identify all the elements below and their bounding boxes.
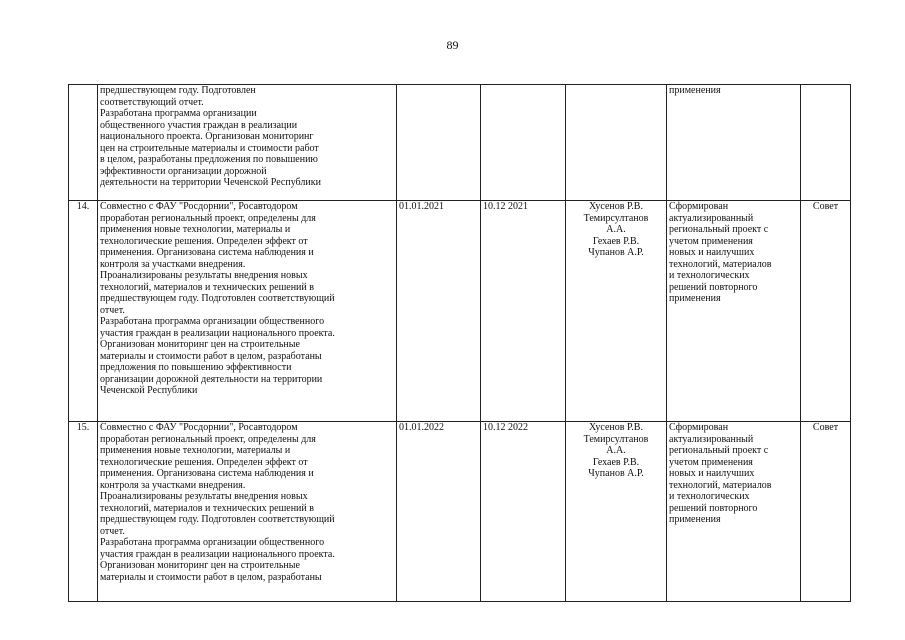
text-line: Проанализированы результаты внедрения новых [100, 270, 308, 281]
text-line: Разработана программа организации общественного [100, 316, 325, 327]
row-number [69, 85, 98, 201]
text-line: Проанализированы результаты внедрения новых [100, 491, 308, 502]
text-line: контроля за участками внедрения. [100, 258, 246, 270]
responsible-organ: Совет [801, 201, 851, 422]
expected-result [667, 201, 801, 422]
expected-result [667, 85, 801, 201]
text-line: актуализированный [669, 212, 754, 224]
text-line: учетом применения [669, 456, 753, 468]
responsible-organ: Совет [801, 422, 851, 602]
text-line: Чеченской Республики [100, 385, 198, 396]
text-line: Темирсултанов [583, 433, 649, 445]
text-line: предшествующем году. Подготовлен соответствующий [100, 293, 335, 304]
text-line: соответствующий отчет. [100, 96, 204, 108]
responsible-persons [566, 422, 667, 602]
measure-description [98, 85, 397, 201]
text-line: проработан региональный проект, определены для [100, 212, 316, 224]
text-line: применения [669, 514, 721, 525]
text-line: предшествующем году. Подготовлен соответствующий [100, 514, 335, 525]
text-line: контроля за участками внедрения. [100, 479, 246, 491]
text-line: проработан региональный проект, определены для [100, 433, 316, 445]
text-line: А.А. [606, 445, 626, 456]
text-line: Чупанов А.Р. [588, 468, 644, 479]
text-line: применения [669, 85, 721, 96]
text-line: участия граждан в реализации национального проекта. [100, 548, 335, 560]
text-line: технологий, материалов и технических решений в [100, 281, 314, 293]
text-line: отчет. [100, 304, 125, 316]
text-line: применения новые технологии, материалы и [100, 224, 291, 235]
start-date: 01.01.2022 [397, 422, 481, 602]
text-line: Совместно с ФАУ "Росдорнии", Росавтодором [100, 422, 298, 433]
end-date [481, 85, 566, 201]
text-line: новых и наилучших [669, 247, 755, 258]
text-line: применения [669, 293, 721, 304]
end-date: 10.12 2021 [481, 201, 566, 422]
expected-result [667, 422, 801, 602]
text-line: технологические решения. Определен эффект от [100, 456, 308, 468]
text-line: Хусенов Р.В. [589, 422, 643, 433]
text-line: Разработана программа организации [100, 108, 257, 119]
responsible-persons [566, 85, 667, 201]
measure-description [98, 201, 397, 422]
responsible-persons [566, 201, 667, 422]
text-line: региональный проект с [669, 224, 769, 235]
text-line: организации дорожной деятельности на территории [100, 373, 323, 385]
text-line: технологий, материалов [669, 258, 772, 270]
text-line: технологий, материалов [669, 479, 772, 491]
text-line: технологий, материалов и технических решений в [100, 502, 314, 514]
text-line: Организован мониторинг цен на строительные [100, 560, 300, 571]
text-line: учетом применения [669, 235, 753, 247]
page-number: 89 [446, 38, 459, 52]
text-line: участия граждан в реализации национального проекта. [100, 327, 335, 339]
text-line: Организован мониторинг цен на строительные [100, 339, 300, 350]
text-line: актуализированный [669, 433, 754, 445]
row-number: 15. [69, 422, 98, 602]
text-line: А.А. [606, 224, 626, 235]
text-line: решений повторного [669, 502, 758, 514]
text-line: материалы и стоимости работ в целом, разработаны [100, 350, 322, 362]
text-line: применения. Организована система наблюдения и [100, 468, 314, 479]
text-line: новых и наилучших [669, 468, 755, 479]
text-line: региональный проект с [669, 445, 769, 456]
measure-description [98, 422, 397, 602]
text-line: цен на строительные материалы и стоимости работ [100, 142, 319, 154]
row-number: 14. [69, 201, 98, 422]
text-line: эффективности организации дорожной [100, 165, 267, 177]
responsible-organ [801, 85, 851, 201]
text-line: деятельности на территории Чеченской Республики [100, 177, 321, 188]
text-line: Хусенов Р.В. [589, 201, 643, 212]
text-line: национального проекта. Организован мониторинг [100, 131, 314, 142]
text-line: предложения по повышению эффективности [100, 362, 292, 373]
end-date: 10.12 2022 [481, 422, 566, 602]
text-line: предшествующем году. Подготовлен [100, 85, 256, 96]
text-line: Совместно с ФАУ "Росдорнии", Росавтодором [100, 201, 298, 212]
text-line: отчет. [100, 525, 125, 537]
text-line: Темирсултанов [583, 212, 649, 224]
start-date [397, 85, 481, 201]
text-line: Сформирован [669, 201, 729, 212]
text-line: применения новые технологии, материалы и [100, 445, 291, 456]
text-line: решений повторного [669, 281, 758, 293]
text-line: Разработана программа организации общественного [100, 537, 325, 548]
table-row [69, 201, 851, 422]
text-line: применения. Организована система наблюдения и [100, 247, 314, 258]
text-line: и технологических [669, 491, 750, 502]
text-line: Гехаев Р.В. [592, 456, 640, 468]
text-line: Гехаев Р.В. [592, 235, 640, 247]
text-line: в целом, разработаны предложения по повышению [100, 154, 318, 165]
measures-table [68, 84, 851, 602]
start-date: 01.01.2021 [397, 201, 481, 422]
table-row [69, 422, 851, 602]
text-line: и технологических [669, 270, 750, 281]
text-line: технологические решения. Определен эффект от [100, 235, 308, 247]
text-line: Чупанов А.Р. [588, 247, 644, 258]
text-line: материалы и стоимости работ в целом, разработаны [100, 571, 322, 583]
text-line: Сформирован [669, 422, 729, 433]
table-row [69, 85, 851, 201]
text-line: общественного участия граждан в реализации [100, 119, 298, 131]
